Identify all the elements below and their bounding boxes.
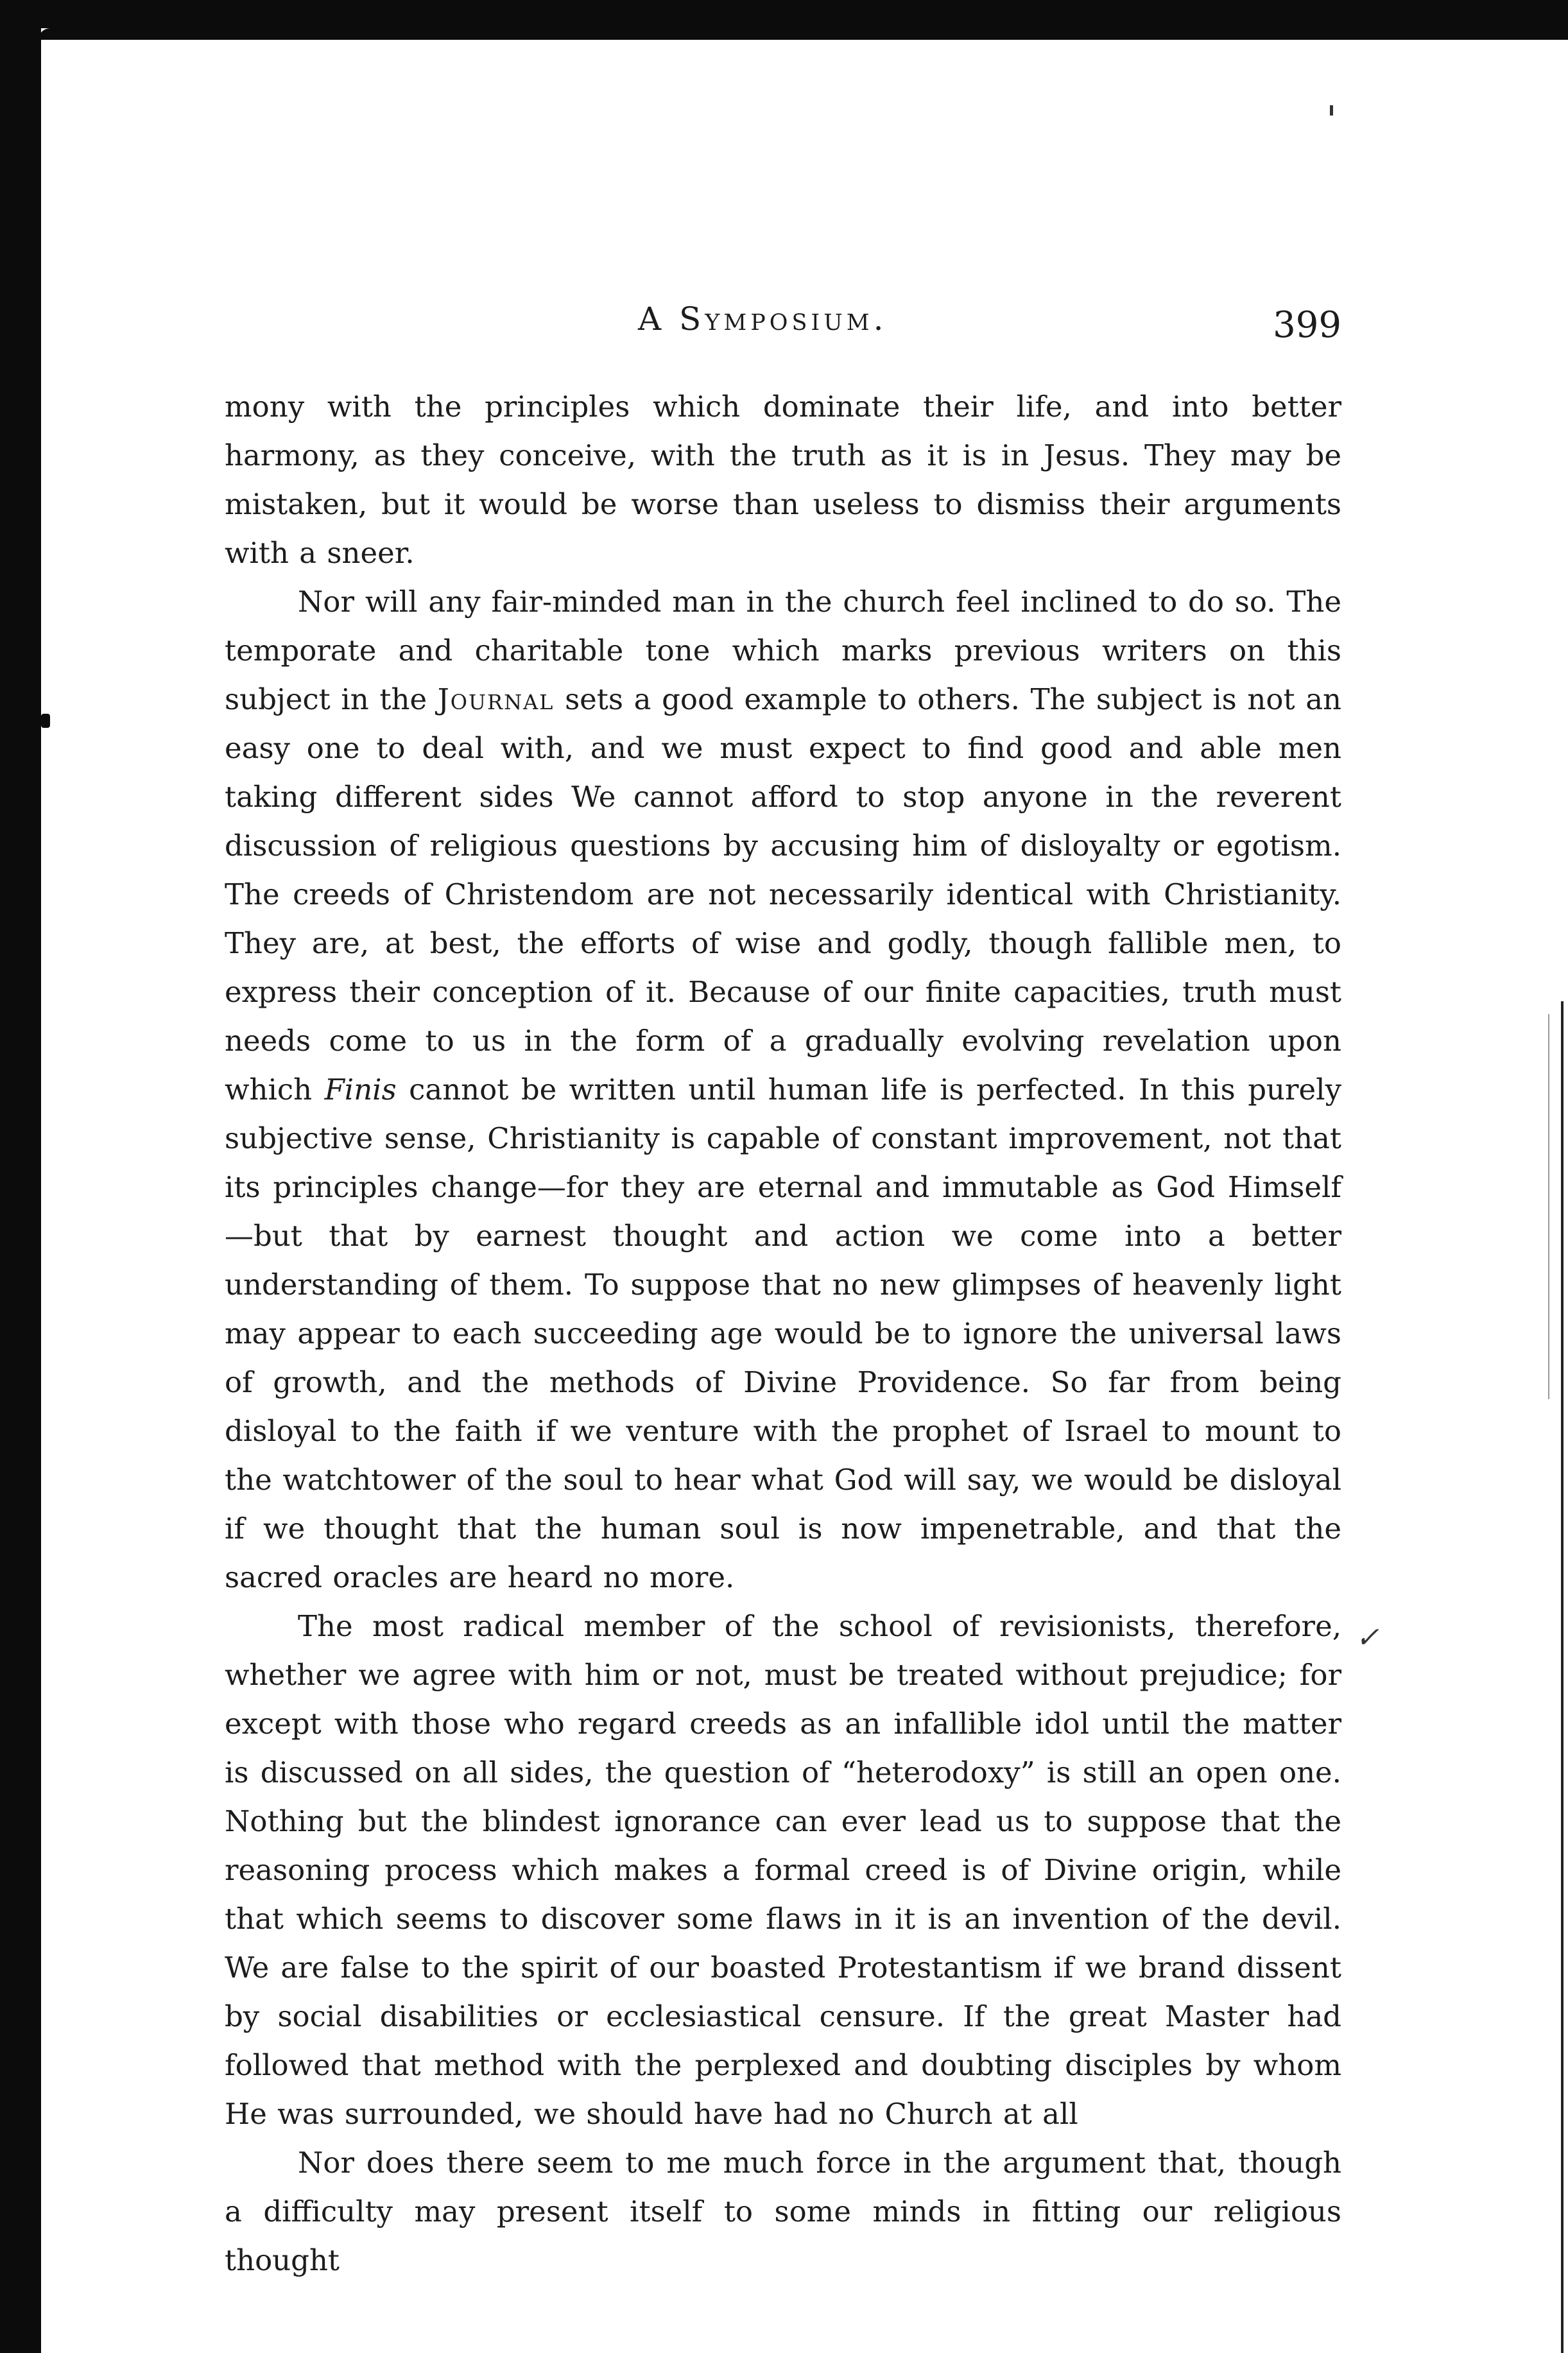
- finis-word: Finis: [324, 1073, 397, 1107]
- paragraph-3: The most radical member of the school of revisionists, therefore, whether we agree with him or not, must be treated without prejudice; for except with those who regard creeds as an infallible idol until the matter is discussed on all sides, the question of “heterodoxy” is still an open one. Nothing but the blindest ignorance can ever lead us to suppose that the reasoning process which makes a formal creed is of Divine origin, while that which seems to discover some flaws in it is an invention of the devil. We are false to the spirit of our boasted Protestantism if we brand dissent by social disabilities or ecclesiastical censure. If the great Master had followed that method with the perplexed and doubting disciples by whom He was surrounded, we should have had no Church at all: [225, 1609, 1341, 2131]
- paragraph-2-part-3: cannot be written until human life is perfected. In this purely subjective sense, Christianity is capable of constant improvement, not that its principles change—for they are eternal and immutable as God Himself—but that by earnest thought and action we come into a better understanding of them. To suppose that no new glimpses of heavenly light may appear to each succeeding age would be to ignore the universal laws of growth, and the methods of Divine Providence. So far from being disloyal to the faith if we venture with the prophet of Israel to mount to the watchtower of the soul to hear what God will say, we would be disloyal if we thought that the human soul is now impenetrable, and that the sacred oracles are heard no more.: [225, 1073, 1341, 1594]
- scan-artifact-dot: [41, 714, 50, 728]
- paragraph-2-part-1: Nor will any fair-minded man in the church feel inclined to do so. The temporate and charitable tone which marks previous writers on this subject in the: [225, 585, 1341, 716]
- scan-border-left: [0, 0, 41, 2353]
- body-text: [225, 383, 1341, 2285]
- margin-check-mark: ✓: [1356, 1621, 1379, 1654]
- scan-artifact-right-edge: [1561, 1001, 1564, 2353]
- page-number: 399: [1273, 304, 1341, 346]
- scan-artifact-mark: [1330, 105, 1333, 116]
- paragraph-2: [225, 578, 1341, 1602]
- scan-artifact-right-line: [1548, 1014, 1549, 1399]
- page-header: [225, 300, 1341, 358]
- running-title: A Symposium.: [638, 300, 888, 338]
- scan-border-top-edge: [39, 28, 1568, 40]
- paragraph-1: mony with the principles which dominate their life, and into better harmony, as they conceive, with the truth as it is in Jesus. They may be mistaken, but it would be worse than useless to dismiss their arguments with a sneer.: [225, 390, 1341, 570]
- journal-name: Journal: [437, 682, 555, 716]
- scan-border-top: [0, 0, 1568, 28]
- paragraph-4: Nor does there seem to me much force in the argument that, though a difficulty may present itself to some minds in fitting our religious thought: [225, 2146, 1341, 2277]
- paragraph-2-part-2: sets a good example to others. The subject is not an easy one to deal with, and we must expect to find good and able men taking different sides We cannot afford to stop anyone in the reverent discussion of religious questions by accusing him of disloyalty or egotism. The creeds of Christendom are not necessarily identical with Christianity. They are, at best, the efforts of wise and godly, though fallible men, to express their conception of it. Because of our finite capacities, truth must needs come to us in the form of a gradually evolving revelation upon which: [225, 682, 1341, 1107]
